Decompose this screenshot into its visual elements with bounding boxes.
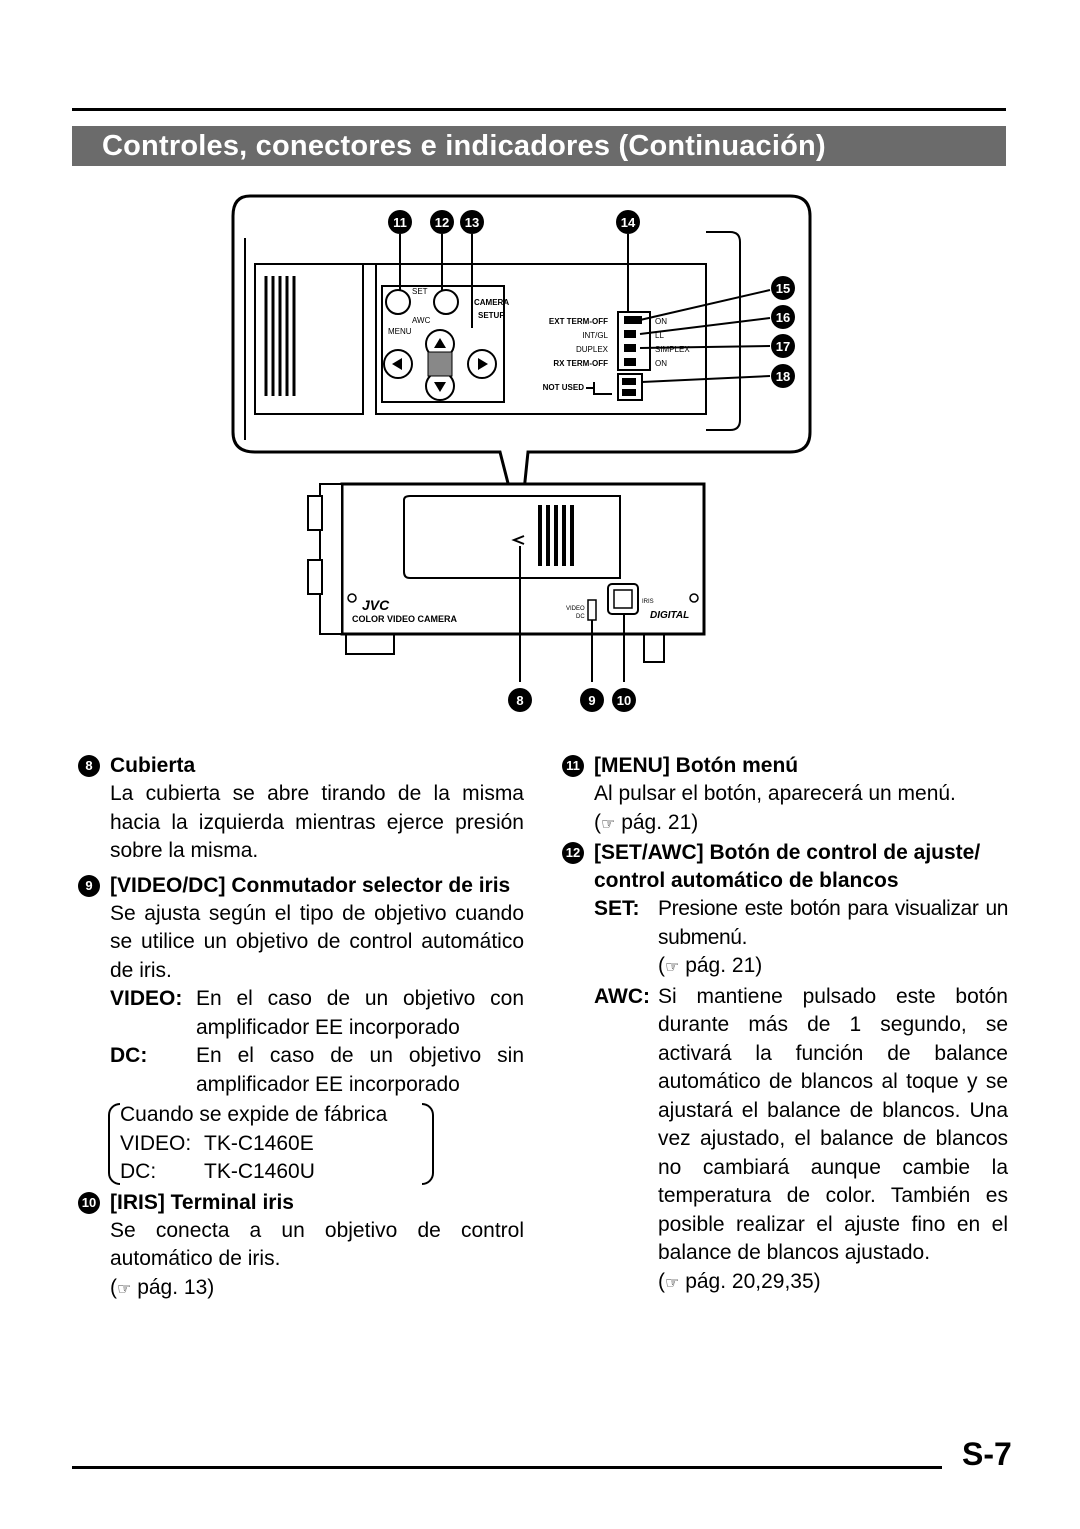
callout-18	[771, 364, 795, 388]
svg-text:13: 13	[464, 215, 480, 230]
item-12-title: [SET/AWC] Botón de control de ajuste/ control automático de blancos	[594, 841, 981, 892]
dc-term: DC:	[110, 1044, 148, 1067]
factory-title: Cuando se expide de fábrica	[120, 1103, 388, 1126]
pointing-hand-icon: ☞	[601, 815, 616, 833]
awc-definition	[562, 983, 1008, 1268]
item-8-body: La cubierta se abre tirando de la misma hacia la izquierda mientras ejerce presión sobre la misma.	[110, 782, 524, 862]
svg-text:18: 18	[775, 369, 791, 384]
item-12-heading	[562, 839, 1008, 895]
factory-video-value: TK-C1460E	[204, 1131, 314, 1155]
simplex-label: SIMPLEX	[655, 345, 690, 354]
bottom-rule	[72, 1466, 942, 1469]
item-11-badge: 11	[562, 755, 584, 777]
ext-term-label: EXT TERM-OFF	[548, 317, 608, 326]
callout-15	[771, 276, 795, 300]
brand-logo: JVC	[362, 597, 390, 613]
set-term: SET:	[594, 897, 640, 920]
on2-label: ON	[655, 359, 667, 368]
camera-label: CAMERA	[474, 298, 510, 307]
int-gl-label: INT/GL	[582, 331, 608, 340]
svg-text:9: 9	[588, 693, 596, 708]
awc-label: AWC	[412, 316, 431, 325]
item-10-body: Se conecta a un objetivo de control automático de iris.	[110, 1218, 524, 1270]
item-9-body: Se ajusta según el tipo de objetivo cuando se utilice un objetivo de control automático de iris.	[110, 901, 524, 982]
item-8-badge: 8	[78, 755, 100, 777]
dc-switch-label: DC	[576, 614, 585, 620]
detail-callout-frame	[233, 196, 810, 530]
callout-10	[612, 688, 636, 712]
video-term: VIDEO:	[110, 987, 183, 1010]
svg-text:16: 16	[775, 310, 791, 325]
pointing-hand-icon: ☞	[665, 1274, 680, 1292]
video-switch-label: VIDEO	[566, 606, 585, 612]
set-label: SET	[412, 287, 428, 296]
callout-8	[508, 688, 532, 712]
pointing-hand-icon: ☞	[117, 1280, 132, 1298]
video-desc: En el caso de un objetivo con amplificador EE incorporado	[196, 987, 524, 1039]
awc-desc: Si mantiene pulsado este botón durante más de 1 segundo, se activará la función de balance automático de blancos al toque y se ajustará el balance de blancos. Una vez ajustado, el balance de blancos no cambiará aunque cambie la temperatura de color. También es posible realizar el ajuste fino en el balance de blancos ajustado.	[658, 984, 1008, 1264]
callout-17	[771, 334, 795, 358]
svg-text:14: 14	[620, 215, 636, 230]
video-definition	[78, 985, 524, 1042]
item-8-heading	[78, 752, 524, 780]
pointing-hand-icon: ☞	[665, 959, 680, 976]
set-reference: (☞ pág. 21)	[658, 954, 763, 977]
callout-13	[460, 210, 484, 234]
item-10-badge: 10	[78, 1192, 100, 1214]
awc-term: AWC:	[594, 984, 650, 1008]
awc-reference: (☞ pág. 20,29,35)	[658, 1269, 821, 1293]
svg-text:8: 8	[516, 693, 524, 708]
item-11-reference: (☞ pág. 21)	[594, 810, 699, 834]
dc-definition	[78, 1042, 524, 1099]
iris-socket-label: IRIS	[642, 599, 654, 605]
item-11-body: Al pulsar el botón, aparecerá un menú.	[594, 782, 956, 805]
callout-16	[771, 305, 795, 329]
model-line-text: COLOR VIDEO CAMERA	[352, 614, 458, 624]
factory-default-note	[110, 1101, 426, 1187]
set-definition	[562, 895, 1008, 952]
not-used-label: NOT USED	[542, 383, 584, 392]
item-11-title: [MENU] Botón menú	[594, 754, 799, 777]
digital-logo: DIGITAL	[650, 610, 690, 621]
svg-text:10: 10	[616, 693, 632, 708]
factory-video-key: VIDEO:	[120, 1131, 192, 1155]
set-desc: Presione este botón para visualizar un submenú.	[658, 897, 1008, 949]
item-10-reference: (☞ pág. 13)	[110, 1275, 215, 1299]
ll-label: LL	[655, 331, 664, 340]
rx-term-label: RX TERM-OFF	[553, 359, 608, 368]
left-column	[78, 752, 524, 1304]
page-number: S-7	[962, 1436, 1012, 1472]
callout-12	[430, 210, 454, 234]
callout-9	[580, 688, 604, 712]
menu-label: MENU	[388, 327, 412, 336]
item-10-heading	[78, 1189, 524, 1217]
callout-14	[616, 210, 640, 234]
camera-figure	[0, 0, 1080, 740]
setup-label: SETUP	[478, 311, 505, 320]
callout-11	[388, 210, 412, 234]
item-12-badge: 12	[562, 842, 584, 864]
page-title: Controles, conectores e indicadores (Continuación)	[72, 126, 1006, 166]
item-8-title: Cubierta	[110, 754, 196, 777]
svg-text:12: 12	[434, 215, 450, 230]
svg-text:17: 17	[775, 339, 791, 354]
duplex-label: DUPLEX	[575, 345, 608, 354]
factory-dc-value: TK-C1460U	[204, 1160, 315, 1183]
on-label: ON	[655, 317, 667, 326]
item-9-title: [VIDEO/DC] Conmutador selector de iris	[110, 873, 511, 897]
item-10-title: [IRIS] Terminal iris	[110, 1190, 294, 1214]
item-9-heading	[78, 872, 524, 900]
dc-desc: En el caso de un objetivo sin amplificador EE incorporado	[196, 1044, 524, 1096]
factory-dc-key: DC:	[120, 1160, 157, 1183]
item-9-badge: 9	[78, 875, 100, 897]
item-11-heading	[562, 752, 1008, 780]
svg-text:11: 11	[393, 215, 407, 230]
right-column	[562, 752, 1008, 1298]
svg-text:15: 15	[775, 281, 791, 296]
